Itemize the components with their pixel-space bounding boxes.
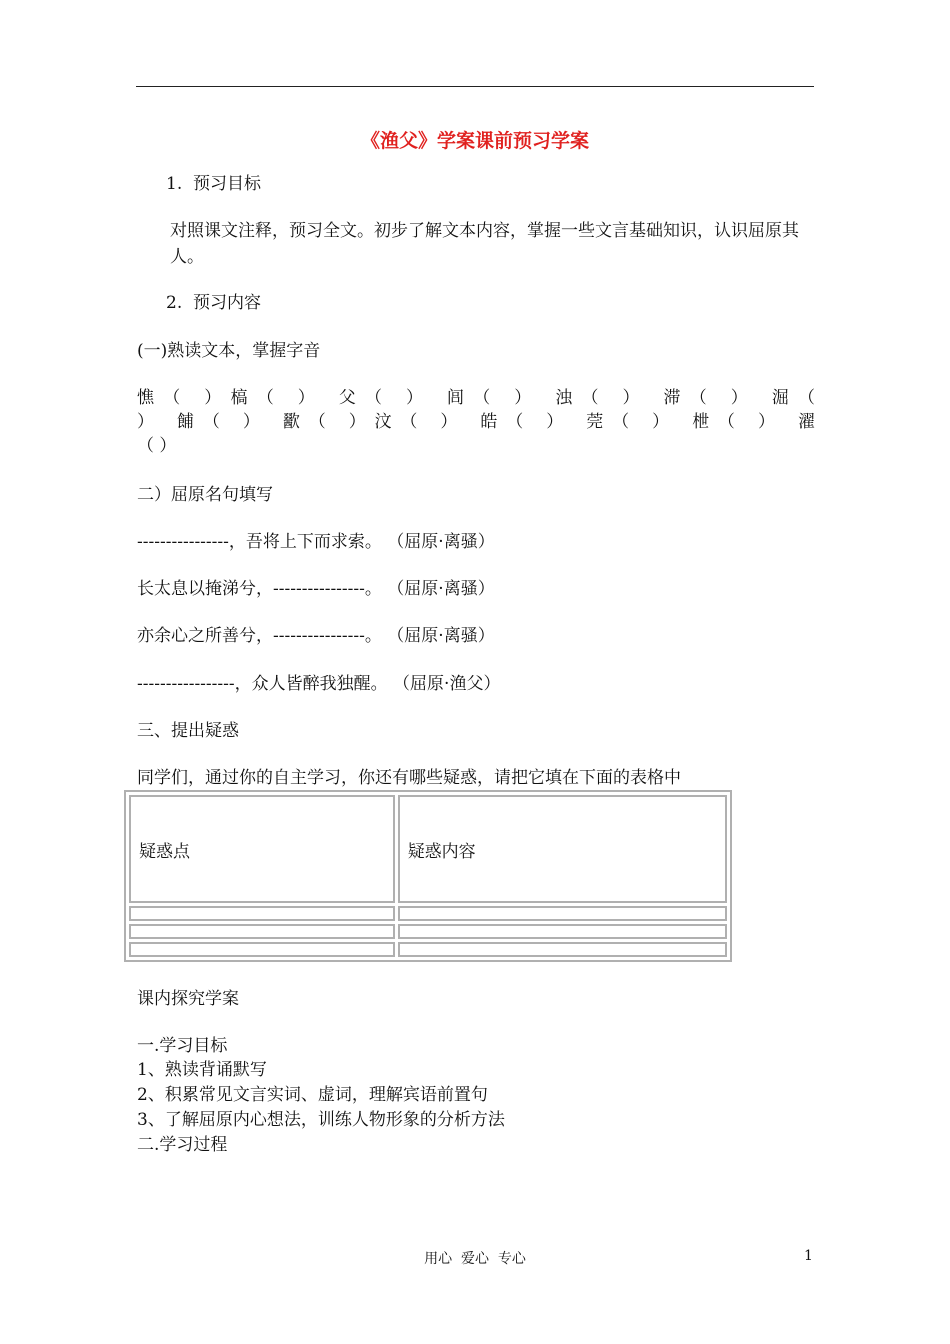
section1-text: 对照课文注释，预习全文。初步了解文本内容，掌握一些文言基础知识，认识屈原其人。 — [170, 221, 799, 267]
part2-heading: 二）屈原名句填写 — [137, 485, 273, 505]
table-cell[interactable] — [129, 942, 395, 957]
part3-heading: 三、提出疑惑 — [137, 721, 239, 741]
table-row — [129, 906, 727, 921]
inclass-heading: 课内探究学案 — [137, 989, 239, 1009]
inclass-line-1: 一.学习目标 — [137, 1036, 228, 1056]
section1-heading: 1. 预习目标 — [166, 174, 262, 194]
inclass-line-4: 3、了解屈原内心想法，训练人物形象的分析方法 — [137, 1110, 505, 1130]
pronunciation-line-2: ） 餔（ ） 歠（ ）汶（ ） 皓（ ） 莞（ ） 枻（ ） 濯 — [137, 412, 815, 432]
table-row — [129, 942, 727, 957]
table-cell[interactable] — [129, 906, 395, 921]
pronunciation-line-3: （ ） — [137, 436, 177, 456]
footer-motto: 用心 爱心 专心 — [424, 1251, 526, 1267]
inclass-line-2: 1、熟读背诵默写 — [137, 1060, 267, 1080]
part1-heading: (一)熟读文本，掌握字音 — [137, 341, 321, 361]
table-header-row — [129, 795, 727, 903]
page-title: 《渔父》学案课前预习学案 — [360, 130, 589, 152]
part3-intro: 同学们，通过你的自主学习，你还有哪些疑惑，请把它填在下面的表格中 — [137, 768, 681, 788]
questions-table — [124, 790, 732, 962]
table-cell[interactable] — [129, 924, 395, 939]
table-row — [129, 924, 727, 939]
header-rule — [136, 86, 814, 87]
pronunciation-line-1: 憔（ ）槁（ ） 父（ ） 闾（ ） 浊（ ） 滞（ ） 淈（ — [137, 388, 815, 408]
quote-line-4: -----------------，众人皆醉我独醒。 （屈原·渔父） — [137, 674, 501, 694]
quote-line-2: 长太息以掩涕兮，----------------。 （屈原·离骚） — [137, 579, 495, 599]
table-header-cell: 疑惑点 — [129, 795, 395, 903]
table-header-cell: 疑惑内容 — [398, 795, 727, 903]
quote-line-1: ----------------，吾将上下而求索。 （屈原·离骚） — [137, 532, 495, 552]
table-cell[interactable] — [398, 924, 727, 939]
table-cell[interactable] — [398, 906, 727, 921]
inclass-line-5: 二.学习过程 — [137, 1135, 228, 1155]
table-cell[interactable] — [398, 942, 727, 957]
inclass-line-3: 2、积累常见文言实词、虚词，理解宾语前置句 — [137, 1085, 488, 1105]
section2-heading: 2. 预习内容 — [166, 293, 262, 313]
quote-line-3: 亦余心之所善兮，----------------。 （屈原·离骚） — [137, 626, 495, 646]
page-number: 1 — [804, 1248, 813, 1264]
